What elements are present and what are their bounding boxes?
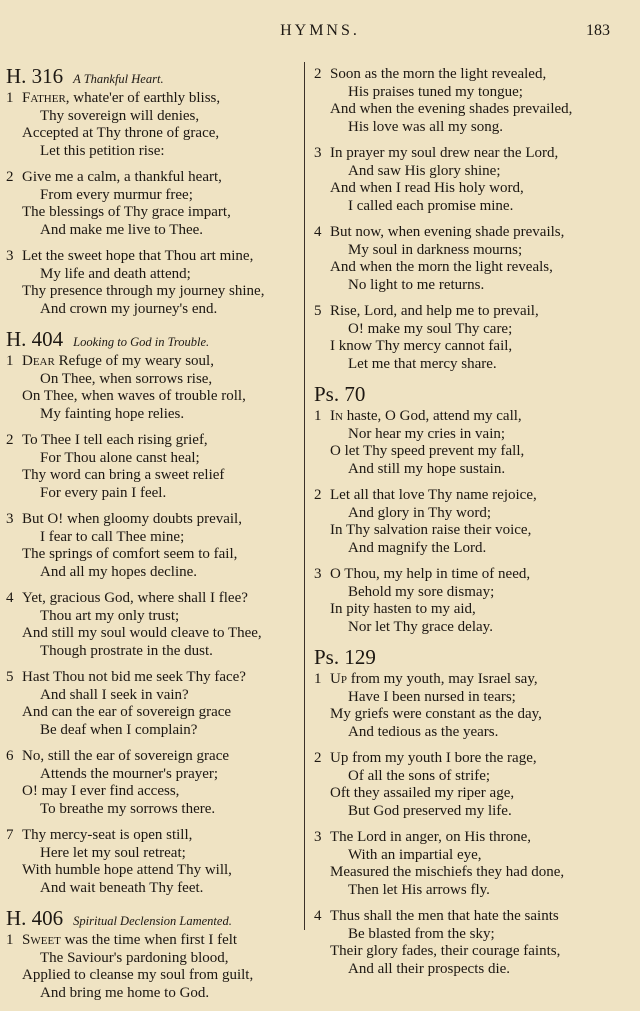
verse-line: Behold my sore dismay; [348,583,495,600]
stanza [6,169,304,239]
verse-line: And saw His glory shine; [348,162,501,179]
hymn-316 [6,64,304,318]
verse-line: But now, when evening shade prevails, [330,224,565,240]
stanza-lines [22,90,304,160]
verse-line: Be deaf when I complain? [40,721,198,738]
stanza [314,671,614,741]
psalm-70 [314,382,614,636]
verse-line: For Thou alone canst heal; [40,449,200,466]
stanza-number: 1 [6,932,14,948]
stanza [6,90,304,160]
first-word: In [330,408,343,424]
stanza-number: 1 [6,90,14,106]
stanza [6,353,304,423]
verse-line: And tedious as the years. [348,723,499,740]
verse-line: To breathe my sorrows there. [40,800,216,817]
verse-line: Be blasted from the sky; [348,925,495,942]
verse-line: His love was all my song. [348,118,503,135]
stanza-number: 3 [314,145,322,161]
first-word: Father [22,90,66,106]
stanza-lines [22,432,304,502]
verse-line: The Saviour's pardoning blood, [40,949,229,966]
psalm-129 [314,645,614,978]
verse-line: I know Thy mercy cannot fail, [330,338,513,354]
verse-line [330,671,614,689]
verse-line: But God preserved my life. [348,802,512,819]
verse-line: O Thou, my help in time of need, [330,566,531,582]
stanza [314,566,614,636]
stanza [314,303,614,373]
verse-line: Applied to cleanse my soul from guilt, [22,967,254,983]
verse-line: My soul in darkness mourns; [348,241,523,258]
hymn-number: H. 406 [6,906,64,930]
verse-line: And still my hope sustain. [348,460,506,477]
stanza [6,827,304,897]
verse-line: The blessings of Thy grace impart, [22,204,231,220]
stanza-number: 3 [314,829,322,845]
right-column [314,62,614,987]
verse-line: And when the morn the light reveals, [330,259,553,275]
verse-line: To Thee I tell each rising grief, [22,432,208,448]
verse-line: And all their prospects die. [348,960,511,977]
stanza-lines [22,827,304,897]
hymn-heading [6,327,304,349]
verse-line: On Thee, when sorrows rise, [40,370,213,387]
page-header [0,22,640,46]
stanza-number: 2 [314,487,322,503]
stanza [314,487,614,557]
line-rest: from my youth, may Israel say, [346,671,538,687]
line-rest: was the time when first I felt [60,932,238,948]
verse-line: And when the evening shades prevailed, [330,101,573,117]
running-title: HYMNS. [280,22,360,39]
verse-line: Give me a calm, a thankful heart, [22,169,222,185]
verse-line [330,408,614,426]
verse-line: Nor let Thy grace delay. [348,618,493,635]
verse-line: And wait beneath Thy feet. [40,879,204,896]
stanza-number: 4 [6,590,14,606]
psalm-heading [314,645,614,667]
stanza [6,748,304,818]
verse-line: In pity hasten to my aid, [330,601,476,617]
verse-line: Let the sweet hope that Thou art mine, [22,248,254,264]
verse-line: Soon as the morn the light revealed, [330,66,547,82]
stanza-number: 2 [314,750,322,766]
verse-line: And all my hopes decline. [40,563,198,580]
verse-line: The Lord in anger, on His throne, [330,829,532,845]
stanza [6,432,304,502]
stanza-number: 2 [6,169,14,185]
stanza-lines [22,748,304,818]
verse-line: I called each promise mine. [348,197,514,214]
stanza-number: 4 [314,224,322,240]
verse-line: Attends the mourner's prayer; [40,765,219,782]
hymn-404 [6,327,304,897]
stanza [314,750,614,820]
verse-line: Accepted at Thy throne of grace, [22,125,220,141]
verse-line [22,90,304,108]
stanza [314,66,614,136]
verse-line: O let Thy speed prevent my fall, [330,443,525,459]
verse-line [22,353,304,371]
verse-line: My life and death attend; [40,265,191,282]
stanza-lines [22,511,304,581]
verse-line: Let this petition rise: [40,142,165,159]
verse-line: Nor hear my cries in vain; [348,425,506,442]
verse-line: No light to me returns. [348,276,485,293]
hymn-heading [6,906,304,928]
stanza-lines [330,303,614,373]
stanza-lines [330,224,614,294]
stanza-lines [330,908,614,978]
verse-line: And glory in Thy word; [348,504,492,521]
psalm-heading [314,382,614,404]
stanza [6,669,304,739]
hymn-406 [6,906,304,1002]
stanza-lines [330,66,614,136]
stanza-lines [330,566,614,636]
stanza-lines [22,169,304,239]
verse-line: Let all that love Thy name rejoice, [330,487,537,503]
stanza-lines [330,829,614,899]
hymn-406-continued [314,66,614,373]
verse-line: Hast Thou not bid me seek Thy face? [22,669,246,685]
stanza-lines [22,932,304,1002]
verse-line: Their glory fades, their courage faints, [330,943,561,959]
verse-line: No, still the ear of sovereign grace [22,748,230,764]
verse-line: And still my soul would cleave to Thee, [22,625,262,641]
verse-line: And when I read His holy word, [330,180,524,196]
verse-line: And can the ear of sovereign grace [22,704,232,720]
verse-line: Thou art my only trust; [40,607,180,624]
verse-line: Thy mercy-seat is open still, [22,827,193,843]
psalm-number: Ps. 70 [314,382,366,406]
stanza-number: 4 [314,908,322,924]
stanza-number: 1 [6,353,14,369]
verse-line: And shall I seek in vain? [40,686,189,703]
first-word: Up [330,671,347,687]
stanza-number: 3 [6,511,14,527]
left-column [6,62,304,1011]
stanza-lines [22,590,304,660]
verse-line: My griefs were constant as the day, [330,706,542,722]
verse-line: O! may I ever find access, [22,783,180,799]
stanza-number: 1 [314,408,322,424]
stanza [6,590,304,660]
stanza-number: 2 [314,66,322,82]
hymn-number: H. 316 [6,64,64,88]
stanza-number: 6 [6,748,14,764]
stanza [314,908,614,978]
stanza-number: 3 [314,566,322,582]
verse-line [22,932,304,950]
verse-line: Have I been nursed in tears; [348,688,516,705]
hymn-number: H. 404 [6,327,64,351]
verse-line: Of all the sons of strife; [348,767,491,784]
verse-line: My fainting hope relies. [40,405,185,422]
first-word: Dear [22,353,55,369]
stanza-number: 5 [6,669,14,685]
stanza-lines [330,408,614,478]
verse-line: And crown my journey's end. [40,300,218,317]
verse-line: O! make my soul Thy care; [348,320,513,337]
verse-line: I fear to call Thee mine; [40,528,185,545]
verse-line: With humble hope attend Thy will, [22,862,232,878]
verse-line: But O! when gloomy doubts prevail, [22,511,242,527]
verse-line: Though prostrate in the dust. [40,642,213,659]
stanza [314,408,614,478]
first-word: Sweet [22,932,61,948]
stanza-number: 2 [6,432,14,448]
column-divider [304,62,305,930]
verse-line: And make me live to Thee. [40,221,204,238]
verse-line: Thy sovereign will denies, [40,107,200,124]
verse-line: Oft they assailed my riper age, [330,785,515,801]
line-rest: , whate'er of earthly bliss, [65,90,221,106]
verse-line: Rise, Lord, and help me to prevail, [330,303,539,319]
verse-line: Thy presence through my journey shine, [22,283,265,299]
line-rest: Refuge of my weary soul, [54,353,214,369]
stanza-number: 3 [6,248,14,264]
verse-line: Up from my youth I bore the rage, [330,750,537,766]
stanza-lines [330,750,614,820]
stanza-number: 5 [314,303,322,319]
hymn-title: Looking to God in Trouble. [73,335,210,349]
verse-line: Let me that mercy share. [348,355,497,372]
verse-line: Thus shall the men that hate the saints [330,908,559,924]
stanza-lines [330,671,614,741]
verse-line: For every pain I feel. [40,484,167,501]
verse-line: Yet, gracious God, where shall I flee? [22,590,248,606]
verse-line: And bring me home to God. [40,984,210,1001]
stanza [314,145,614,215]
page-number: 183 [586,22,610,39]
stanza-lines [22,353,304,423]
stanza-lines [22,248,304,318]
verse-line: Then let His arrows fly. [348,881,490,898]
stanza [6,511,304,581]
verse-line: With an impartial eye, [348,846,482,863]
verse-line: His praises tuned my tongue; [348,83,523,100]
verse-line: The springs of comfort seem to fail, [22,546,238,562]
hymn-title: Spiritual Declension Lamented. [73,914,232,928]
stanza-number: 7 [6,827,14,843]
hymn-heading [6,64,304,86]
stanza-lines [330,145,614,215]
stanza-lines [22,669,304,739]
verse-line: In prayer my soul drew near the Lord, [330,145,559,161]
verse-line: From every murmur free; [40,186,193,203]
line-rest: haste, O God, attend my call, [342,408,522,424]
stanza-number: 1 [314,671,322,687]
stanza [6,248,304,318]
verse-line: And magnify the Lord. [348,539,487,556]
stanza [314,829,614,899]
hymn-title: A Thankful Heart. [73,72,164,86]
verse-line: Thy word can bring a sweet relief [22,467,225,483]
verse-line: In Thy salvation raise their voice, [330,522,532,538]
stanza [314,224,614,294]
verse-line: On Thee, when waves of trouble roll, [22,388,246,404]
verse-line: Here let my soul retreat; [40,844,186,861]
psalm-number: Ps. 129 [314,645,376,669]
verse-line: Measured the mischiefs they had done, [330,864,565,880]
stanza-lines [330,487,614,557]
stanza [6,932,304,1002]
